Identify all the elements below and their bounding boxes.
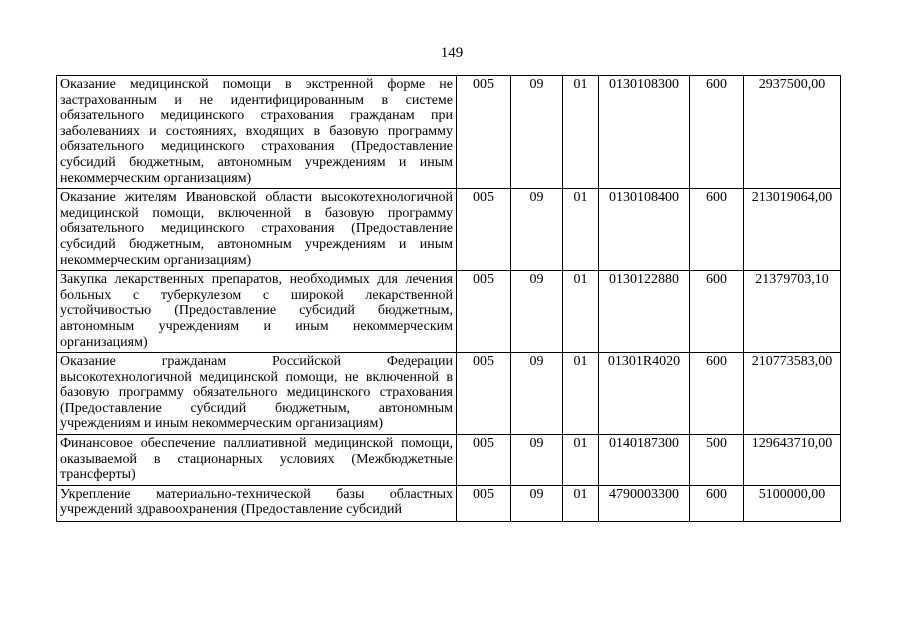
section-code: 09 (511, 353, 563, 435)
subsection-code: 01 (563, 271, 599, 353)
budget-table-body (57, 76, 841, 522)
ministry-code: 005 (457, 76, 511, 189)
expense-type-code: 600 (690, 485, 744, 521)
subsection-code: 01 (563, 435, 599, 486)
row-description: Оказание жителям Ивановской области высокотехнологичной медицинской помощи, включенной в базовую программу обязательного медицинского страхования (Предоставление субсидий бюджетным, автономным учреждениям и иным некоммерческим организациям) (57, 189, 457, 271)
expense-type-code: 500 (690, 435, 744, 486)
section-code: 09 (511, 435, 563, 486)
table-row (57, 353, 841, 435)
target-article-code: 0140187300 (599, 435, 690, 486)
subsection-code: 01 (563, 485, 599, 521)
amount-value: 21379703,10 (744, 271, 841, 353)
expense-type-code: 600 (690, 189, 744, 271)
amount-value: 213019064,00 (744, 189, 841, 271)
amount-value: 129643710,00 (744, 435, 841, 486)
row-description: Оказание гражданам Российской Федерации высокотехнологичной медицинской помощи, не включенной в базовую программу обязательного медицинского страхования (Предоставление субсидий бюджетным, автономным учреждениям и иным некоммерческим организациям) (57, 353, 457, 435)
target-article-code: 01301R4020 (599, 353, 690, 435)
row-description: Финансовое обеспечение паллиативной медицинской помощи, оказываемой в стационарных условиях (Межбюджетные трансферты) (57, 435, 457, 486)
target-article-code: 0130122880 (599, 271, 690, 353)
table-row (57, 189, 841, 271)
ministry-code: 005 (457, 485, 511, 521)
target-article-code: 0130108400 (599, 189, 690, 271)
section-code: 09 (511, 271, 563, 353)
section-code: 09 (511, 76, 563, 189)
ministry-code: 005 (457, 435, 511, 486)
table-row (57, 271, 841, 353)
subsection-code: 01 (563, 76, 599, 189)
target-article-code: 4790003300 (599, 485, 690, 521)
section-code: 09 (511, 189, 563, 271)
ministry-code: 005 (457, 189, 511, 271)
expense-type-code: 600 (690, 271, 744, 353)
budget-table (56, 75, 841, 522)
row-description: Оказание медицинской помощи в экстренной форме не застрахованным и не идентифицированным в системе обязательного медицинского страхования гражданам при заболеваниях и состояниях, входящих в базовую программу обязательного медицинского страхования (Предоставление субсидий бюджетным, автономным учреждениям и иным некоммерческим организациям) (57, 76, 457, 189)
expense-type-code: 600 (690, 76, 744, 189)
amount-value: 5100000,00 (744, 485, 841, 521)
ministry-code: 005 (457, 271, 511, 353)
subsection-code: 01 (563, 189, 599, 271)
amount-value: 210773583,00 (744, 353, 841, 435)
amount-value: 2937500,00 (744, 76, 841, 189)
row-description: Укрепление материально-технической базы областных учреждений здравоохранения (Предоставление субсидий (57, 485, 457, 521)
row-description: Закупка лекарственных препаратов, необходимых для лечения больных с туберкулезом с широкой лекарственной устойчивостью (Предоставление субсидий бюджетным, автономным учреждениям и иным некоммерческим организациям) (57, 271, 457, 353)
subsection-code: 01 (563, 353, 599, 435)
table-row (57, 76, 841, 189)
target-article-code: 0130108300 (599, 76, 690, 189)
table-row (57, 435, 841, 486)
page-number: 149 (440, 45, 464, 61)
ministry-code: 005 (457, 353, 511, 435)
table-row (57, 485, 841, 521)
expense-type-code: 600 (690, 353, 744, 435)
section-code: 09 (511, 485, 563, 521)
